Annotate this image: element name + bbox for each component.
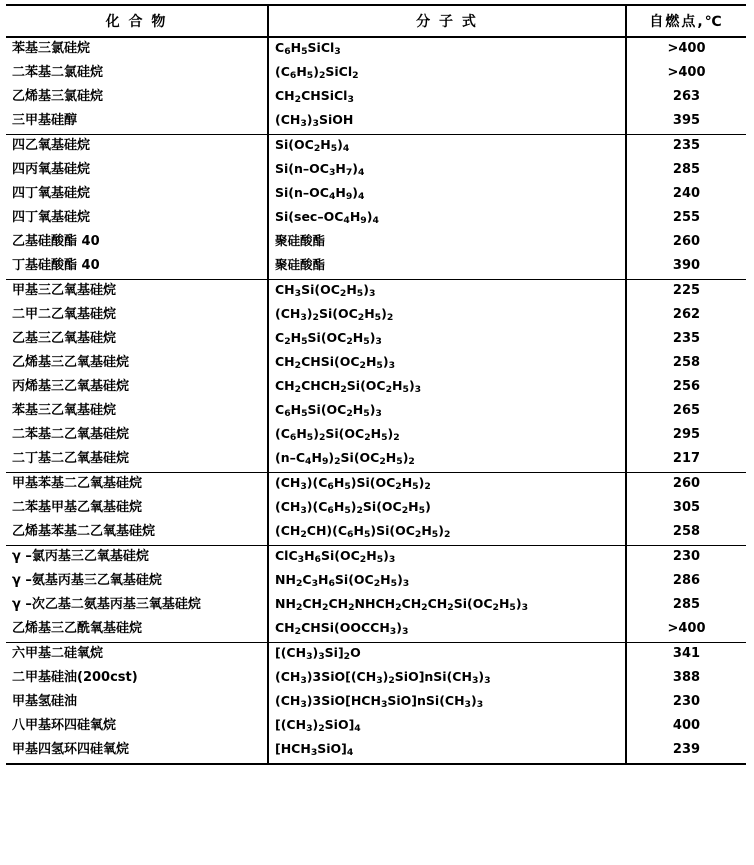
cell-autoignition-temp: >400 [667, 65, 706, 80]
cell-compound-name: 苯基三乙氧基硅烷 [6, 400, 268, 424]
table-row [6, 255, 746, 280]
cell-molecular-formula: $(C_6H_5)_2SiCl_2$ [268, 62, 626, 86]
cell-compound-name: 二丁基二乙氧基硅烷 [6, 448, 268, 473]
cell-compound-name: 四丁氧基硅烷 [6, 207, 268, 231]
cell-autoignition-temp: 235 [626, 135, 746, 160]
table-row [6, 86, 746, 110]
cell-autoignition-temp: 258 [672, 355, 701, 370]
cell-molecular-formula: 聚硅酸酯 [268, 255, 626, 280]
cell-compound-name: 四乙氧基硅烷 [6, 135, 268, 160]
cell-compound-name: 八甲基环四硅氧烷 [6, 715, 268, 739]
cell-compound-name: 六甲基二硅氧烷 [6, 643, 268, 668]
table-row [6, 62, 746, 86]
cell-compound-name: 丙烯基三乙氧基硅烷 [6, 376, 268, 400]
cell-molecular-formula: $(C_6H_5)_2Si(OC_2H_5)_2$ [268, 424, 626, 448]
table-row [6, 715, 746, 739]
cell-molecular-formula: $[(CH_3)_3Si]_2O$ [268, 643, 626, 668]
cell-compound-name: 乙基三乙氧基硅烷 [6, 328, 268, 352]
cell-autoignition-temp: 295 [672, 427, 701, 442]
cell-compound-name: 四丙氧基硅烷 [6, 159, 268, 183]
cell-autoignition-temp: 240 [672, 186, 701, 201]
cell-autoignition-temp: 255 [672, 210, 701, 225]
cell-molecular-formula: $(CH_2CH)(C_6H_5)Si(OC_2H_5)_2$ [268, 521, 626, 546]
cell-molecular-formula: $C_6H_5Si(OC_2H_5)_3$ [268, 400, 626, 424]
cell-molecular-formula: $Si(\sec-OC_4H_9)_4$ [268, 207, 626, 231]
cell-autoignition-temp: 225 [626, 280, 746, 305]
table-row [6, 37, 746, 62]
cell-molecular-formula: $(CH_3)_2Si(OC_2H_5)_2$ [268, 304, 626, 328]
cell-molecular-formula: $ClC_3H_6Si(OC_2H_5)_3$ [268, 546, 626, 571]
cell-compound-name: 乙烯基苯基二乙氧基硅烷 [6, 521, 268, 546]
table-row [6, 231, 746, 255]
cell-autoignition-temp: 262 [672, 307, 701, 322]
cell-molecular-formula: $CH_3Si(OC_2H_5)_3$ [268, 280, 626, 305]
cell-compound-name: 二苯基二氯硅烷 [6, 62, 268, 86]
cell-autoignition-temp: 260 [672, 234, 701, 249]
cell-autoignition-temp: 260 [626, 473, 746, 498]
cell-molecular-formula: $(CH_3)(C_6H_5)Si(OC_2H_5)_2$ [268, 473, 626, 498]
table-row [6, 570, 746, 594]
cell-autoignition-temp: 263 [672, 89, 701, 104]
table-row [6, 497, 746, 521]
cell-autoignition-temp: 230 [626, 546, 746, 571]
table-row [6, 376, 746, 400]
header-molecular-formula: 分 子 式 [268, 5, 626, 37]
cell-molecular-formula: $(CH_3)3SiO[HCH_3SiO]nSi(CH_3)_3$ [268, 691, 626, 715]
table-row [6, 207, 746, 231]
cell-autoignition-temp: 400 [672, 718, 701, 733]
cell-molecular-formula: $(CH_3)_3SiOH$ [268, 110, 626, 135]
table-row [6, 521, 746, 546]
cell-autoignition-temp: 285 [672, 162, 701, 177]
cell-molecular-formula: $C_2H_5Si(OC_2H_5)_3$ [268, 328, 626, 352]
cell-autoignition-temp: 217 [672, 451, 701, 466]
table-row [6, 183, 746, 207]
cell-molecular-formula: $[(CH_3)_2SiO]_4$ [268, 715, 626, 739]
cell-autoignition-temp: 265 [672, 403, 701, 418]
table-row [6, 618, 746, 643]
cell-autoignition-temp: 230 [672, 694, 701, 709]
table-row [6, 304, 746, 328]
table-row [6, 739, 746, 764]
table-row [6, 400, 746, 424]
cell-compound-name: γ –氯丙基三乙氧基硅烷 [6, 546, 268, 571]
cell-autoignition-temp: >400 [667, 41, 706, 56]
cell-molecular-formula: $NH_2CH_2CH_2NHCH_2CH_2CH_2Si(OC_2H_5)_3$ [268, 594, 626, 618]
cell-molecular-formula: $CH_2CHCH_2Si(OC_2H_5)_3$ [268, 376, 626, 400]
cell-autoignition-temp: 285 [672, 597, 701, 612]
cell-compound-name: 甲基四氢环四硅氧烷 [6, 739, 268, 764]
cell-compound-name: 二苯基二乙氧基硅烷 [6, 424, 268, 448]
cell-compound-name: 甲基氢硅油 [6, 691, 268, 715]
table-row [6, 159, 746, 183]
cell-molecular-formula: $CH_2CHSi(OC_2H_5)_3$ [268, 352, 626, 376]
cell-molecular-formula: $[HCH_3SiO]_4$ [268, 739, 626, 764]
cell-compound-name: 甲基苯基二乙氧基硅烷 [6, 473, 268, 498]
cell-molecular-formula: $Si(n-OC_3H_7)_4$ [268, 159, 626, 183]
table-row [6, 110, 746, 135]
table-row [6, 424, 746, 448]
cell-molecular-formula: $(n-C_4H_9)_2Si(OC_2H_5)_2$ [268, 448, 626, 473]
cell-autoignition-temp: 395 [672, 113, 701, 128]
table-row [6, 546, 746, 571]
table-row [6, 280, 746, 305]
cell-compound-name: 二苯基甲基乙氧基硅烷 [6, 497, 268, 521]
cell-compound-name: 丁基硅酸酯 40 [6, 255, 268, 280]
cell-autoignition-temp: 305 [672, 500, 701, 515]
cell-compound-name: 乙烯基三乙酰氧基硅烷 [6, 618, 268, 643]
cell-autoignition-temp: 235 [672, 331, 701, 346]
cell-compound-name: 二甲基硅油(200cst) [6, 667, 268, 691]
table-row [6, 448, 746, 473]
cell-compound-name: 三甲基硅醇 [6, 110, 268, 135]
header-autoignition-temp: 自燃点,℃ [626, 5, 746, 37]
table-row [6, 594, 746, 618]
cell-autoignition-temp: >400 [667, 621, 706, 636]
cell-compound-name: 乙基硅酸酯 40 [6, 231, 268, 255]
cell-autoignition-temp: 388 [672, 670, 701, 685]
table-row [6, 328, 746, 352]
compound-autoignition-table [6, 4, 746, 765]
cell-molecular-formula: $NH_2C_3H_6Si(OC_2H_5)_3$ [268, 570, 626, 594]
cell-molecular-formula: $Si(OC_2H_5)_4$ [268, 135, 626, 160]
header-compound-name: 化 合 物 [6, 5, 268, 37]
cell-compound-name: γ –次乙基二氨基丙基三氧基硅烷 [6, 594, 268, 618]
cell-autoignition-temp: 239 [626, 739, 746, 764]
cell-autoignition-temp: 286 [672, 573, 701, 588]
cell-molecular-formula: $CH_2CHSiCl_3$ [268, 86, 626, 110]
cell-autoignition-temp: 390 [672, 258, 701, 273]
cell-molecular-formula: $Si(n-OC_4H_9)_4$ [268, 183, 626, 207]
table-body [6, 37, 746, 764]
cell-compound-name: γ –氨基丙基三乙氧基硅烷 [6, 570, 268, 594]
cell-molecular-formula: 聚硅酸酯 [268, 231, 626, 255]
cell-autoignition-temp: 341 [626, 643, 746, 668]
table-row [6, 667, 746, 691]
cell-autoignition-temp: 258 [672, 524, 701, 539]
cell-molecular-formula: $(CH_3)3SiO[(CH_3)_2SiO]nSi(CH_3)_3$ [268, 667, 626, 691]
cell-molecular-formula: $(CH_3)(C_6H_5)_2Si(OC_2H_5)$ [268, 497, 626, 521]
table-row [6, 352, 746, 376]
table-row [6, 473, 746, 498]
table-header [6, 5, 746, 37]
cell-compound-name: 乙烯基三乙氧基硅烷 [6, 352, 268, 376]
table-row [6, 135, 746, 160]
header-row [6, 5, 746, 37]
cell-molecular-formula: $C_6H_5SiCl_3$ [268, 37, 626, 62]
cell-molecular-formula: $CH_2CHSi(OOCCH_3)_3$ [268, 618, 626, 643]
cell-compound-name: 苯基三氯硅烷 [6, 37, 268, 62]
cell-compound-name: 乙烯基三氯硅烷 [6, 86, 268, 110]
cell-compound-name: 二甲二乙氧基硅烷 [6, 304, 268, 328]
table-row [6, 643, 746, 668]
cell-autoignition-temp: 256 [672, 379, 701, 394]
cell-compound-name: 甲基三乙氧基硅烷 [6, 280, 268, 305]
cell-compound-name: 四丁氧基硅烷 [6, 183, 268, 207]
table-row [6, 691, 746, 715]
